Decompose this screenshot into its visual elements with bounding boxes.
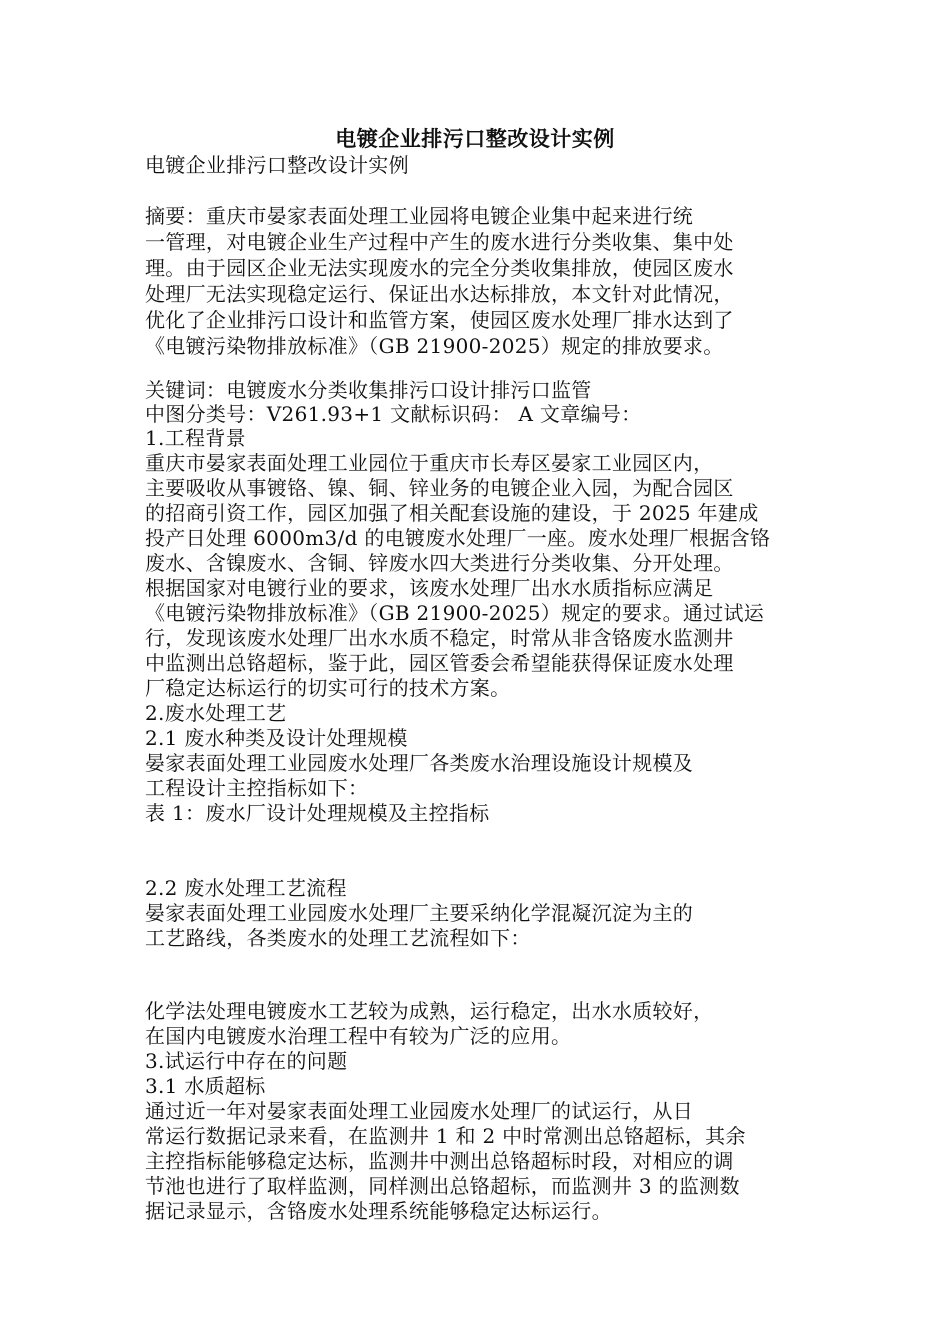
body-line: 投产日处理 6000m3/d 的电镀废水处理厂一座。废水处理厂根据含铬 bbox=[145, 526, 771, 550]
body-line: 晏家表面处理工业园废水处理厂主要采纳化学混凝沉淀为主的 bbox=[145, 901, 694, 925]
classification-line: 中图分类号：V261.93+1 文献标识码： A 文章编号： bbox=[145, 402, 642, 426]
body-line: 化学法处理电镀废水工艺较为成熟，运行稳定，出水水质较好， bbox=[145, 999, 714, 1023]
body-line: 废水、含镍废水、含铜、锌废水四大类进行分类收集、分开处理。 bbox=[145, 551, 734, 575]
keywords-line: 关键词：电镀废水分类收集排污口设计排污口监管 bbox=[145, 378, 592, 402]
body-line: 的招商引资工作，园区加强了相关配套设施的建设，于 2025 年建成 bbox=[145, 501, 759, 525]
section-heading: 1.工程背景 bbox=[145, 426, 246, 450]
table-caption: 表 1：废水厂设计处理规模及主控指标 bbox=[145, 801, 490, 825]
abstract-line: 一管理，对电镀企业生产过程中产生的废水进行分类收集、集中处 bbox=[145, 230, 734, 254]
body-line: 工程设计主控指标如下： bbox=[145, 776, 369, 800]
subtitle-line: 电镀企业排污口整改设计实例 bbox=[145, 153, 409, 177]
body-line: 中监测出总铬超标，鉴于此，园区管委会希望能获得保证废水处理 bbox=[145, 651, 734, 675]
body-line: 晏家表面处理工业园废水处理厂各类废水治理设施设计规模及 bbox=[145, 751, 694, 775]
body-line: 根据国家对电镀行业的要求，该废水处理厂出水水质指标应满足 bbox=[145, 576, 714, 600]
body-line: 主要吸收从事镀铬、镍、铜、锌业务的电镀企业入园，为配合园区 bbox=[145, 476, 734, 500]
body-line: 在国内电镀废水治理工程中有较为广泛的应用。 bbox=[145, 1024, 572, 1048]
body-line: 主控指标能够稳定达标，监测井中测出总铬超标时段，对相应的调 bbox=[145, 1149, 734, 1173]
abstract-line: 摘要：重庆市晏家表面处理工业园将电镀企业集中起来进行统 bbox=[145, 204, 694, 228]
abstract-line: 《电镀污染物排放标准》（GB 21900-2025）规定的排放要求。 bbox=[145, 334, 724, 358]
subsection-heading: 2.2 废水处理工艺流程 bbox=[145, 876, 347, 900]
body-line: 重庆市晏家表面处理工业园位于重庆市长寿区晏家工业园区内， bbox=[145, 451, 714, 475]
document-title: 电镀企业排污口整改设计实例 bbox=[335, 126, 615, 151]
abstract-line: 优化了企业排污口设计和监管方案，使园区废水处理厂排水达到了 bbox=[145, 308, 734, 332]
section-heading: 2.废水处理工艺 bbox=[145, 701, 287, 725]
body-line: 《电镀污染物排放标准》（GB 21900-2025）规定的要求。通过试运 bbox=[145, 601, 765, 625]
section-heading: 3.试运行中存在的问题 bbox=[145, 1049, 348, 1073]
body-line: 常运行数据记录来看，在监测井 1 和 2 中时常测出总铬超标，其余 bbox=[145, 1124, 746, 1148]
abstract-line: 处理厂无法实现稳定运行、保证出水达标排放，本文针对此情况， bbox=[145, 282, 734, 306]
body-line: 通过近一年对晏家表面处理工业园废水处理厂的试运行，从日 bbox=[145, 1099, 694, 1123]
body-line: 节池也进行了取样监测，同样测出总铬超标，而监测井 3 的监测数 bbox=[145, 1174, 740, 1198]
abstract-line: 理。由于园区企业无法实现废水的完全分类收集排放，使园区废水 bbox=[145, 256, 734, 280]
subsection-heading: 3.1 水质超标 bbox=[145, 1074, 266, 1098]
body-line: 行，发现该废水处理厂出水水质不稳定，时常从非含铬废水监测井 bbox=[145, 626, 734, 650]
body-line: 据记录显示，含铬废水处理系统能够稳定达标运行。 bbox=[145, 1199, 612, 1223]
subsection-heading: 2.1 废水种类及设计处理规模 bbox=[145, 726, 408, 750]
body-line: 工艺路线，各类废水的处理工艺流程如下： bbox=[145, 926, 531, 950]
body-line: 厂稳定达标运行的切实可行的技术方案。 bbox=[145, 676, 511, 700]
